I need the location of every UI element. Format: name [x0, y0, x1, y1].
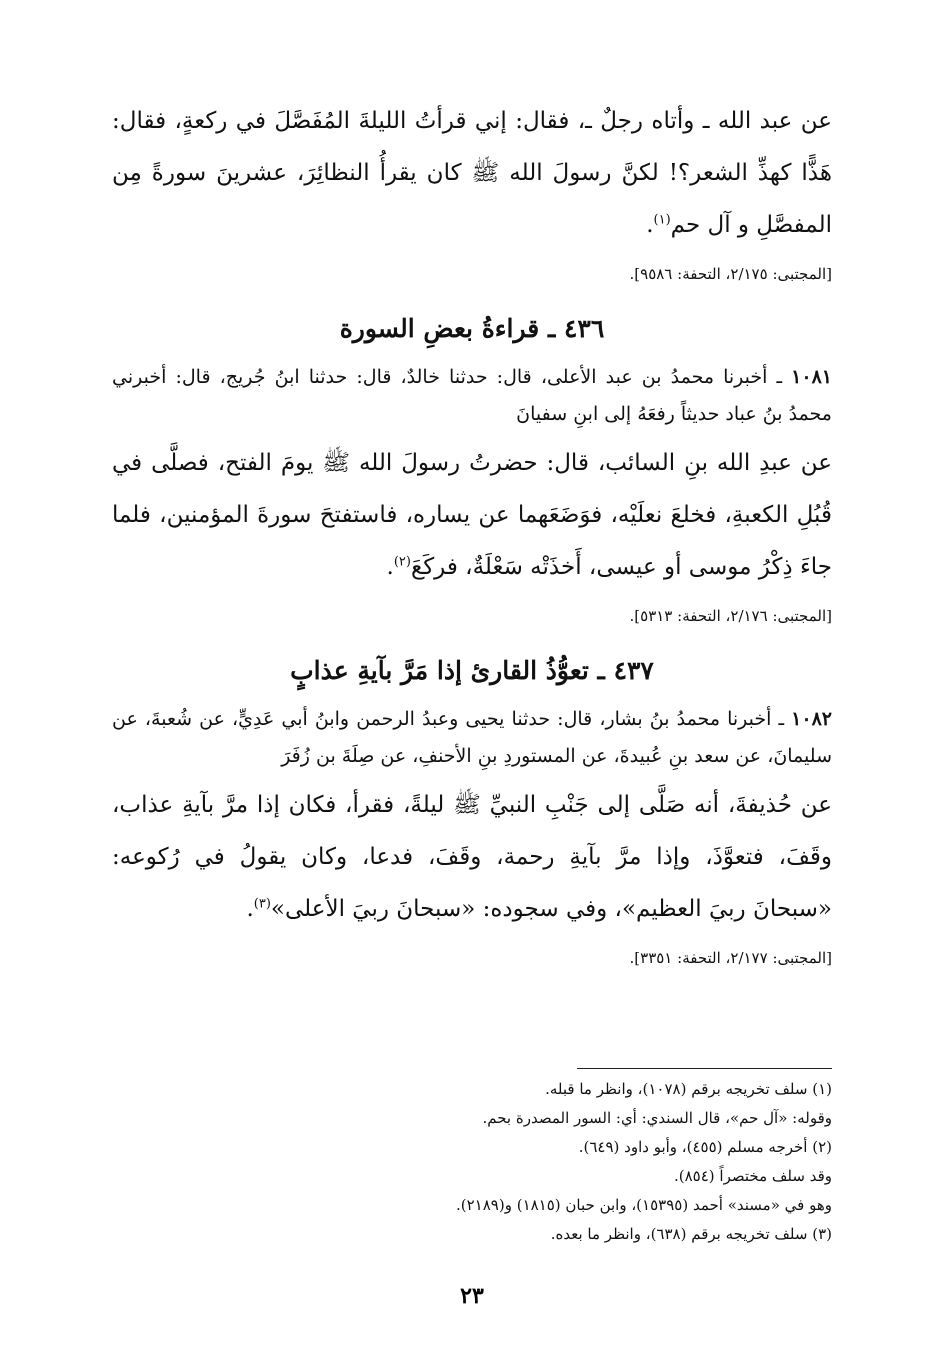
footnote-line: وهو في «مسند» أحمد (١٥٣٩٥)، وابن حبان (١٨١٥) و(٢١٨٩). — [455, 1196, 832, 1214]
reference-line: [المجتبى: ٢/١٧٧، التحفة: ٣٣٥١]. — [629, 949, 832, 967]
hadith-text-end: . — [646, 212, 654, 238]
hadith-text-body: عن عبدِ الله بنِ السائب، قال: حضرتُ رسولَ الله ﷺ يومَ الفتح، فصلَّى في قُبُلِ الكعبةِ، فخلعَ نعلَيْه، فوَضَعَهما عن يساره، فاستفتحَ سورةَ المؤمنين، فلما جاءَ ذِكْرُ موسى أو عيسى، أَخذَتْه سَعْلَةٌ، فركَعَ — [112, 450, 832, 580]
section-heading-437: ٤٣٧ ـ تعوُّذُ القارئ إذا مَرَّ بآيةِ عذابٍ — [290, 656, 654, 685]
hadith-text — [112, 437, 832, 593]
reference-line: [المجتبى: ٢/١٧٥، التحفة: ٩٥٨٦]. — [629, 265, 832, 283]
footnote-line: (١) سلف تخريجه برقم (١٠٧٨)، وانظر ما قبله. — [545, 1080, 832, 1098]
footnote-line: (٣) سلف تخريجه برقم (٦٣٨)، وانظر ما بعده. — [550, 1225, 832, 1243]
isnad-text — [112, 359, 832, 433]
hadith-text — [112, 779, 832, 935]
hadith-text-end: . — [246, 896, 254, 922]
footnotes — [112, 1068, 832, 1249]
isnad-text — [112, 701, 832, 775]
section-heading-436: ٤٣٦ ـ قراءةُ بعضِ السورة — [339, 314, 605, 343]
hadith-text-body: عن حُذيفةَ، أنه صَلَّى إلى جَنْبِ النبيِّ ﷺ ليلةً، فقرأ، فكان إذا مرَّ بآيةِ عذاب، وقَفَ، فتعوَّذَ، وإذا مرَّ بآيةِ رحمة، وقَفَ، فدعا، وكان يقولُ في رُكوعه: «سبحانَ ربيَ العظيم»، وفي سجوده: «سبحانَ ربيَ الأعلى» — [112, 792, 832, 922]
hadith-text-body: عن عبد الله ـ وأتاه رجلٌ ـ، فقال: إني قرأتُ الليلةَ المُفَصَّلَ في ركعةٍ، فقال: هَذًّا كهذِّ الشعر؟! لكنَّ رسولَ الله ﷺ كان يقرأُ النظائِرَ، عشرينَ سورةً مِن المفصَّلِ و آل حم — [112, 108, 832, 238]
hadith-text — [112, 95, 832, 251]
footnote-line: وقد سلف مختصراً (٨٥٤). — [674, 1167, 832, 1185]
footnote-marker: (٣) — [253, 896, 271, 912]
isnad-body: ـ أخبرنا محمدُ بنُ بشار، قال: حدثنا يحيى وعبدُ الرحمن وابنُ أبي عَدِيٍّ، عن شُعبةَ، عن سليمانَ، عن سعد بنِ عُبيدةَ، عن المستوردِ بنِ الأحنفِ، عن صِلَةَ بن زُفَرَ — [112, 708, 832, 767]
reference-line: [المجتبى: ٢/١٧٦، التحفة: ٥٣١٣]. — [629, 607, 832, 625]
footnote-marker: (١) — [653, 212, 671, 228]
hadith-number: ١٠٨٢ — [791, 708, 832, 730]
footnote-divider — [577, 1068, 832, 1069]
page-body — [112, 95, 832, 993]
footnote-marker: (٢) — [393, 554, 411, 570]
footnote-line: وقوله: «آل حم»، قال السندي: أي: السور المصدرة بحم. — [482, 1109, 832, 1127]
hadith-number: ١٠٨١ — [791, 366, 832, 388]
page-number: ٢٣ — [460, 1283, 484, 1309]
hadith-text-end: . — [386, 554, 394, 580]
footnote-line: (٢) أخرجه مسلم (٤٥٥)، وأبو داود (٦٤٩). — [578, 1138, 832, 1156]
isnad-body: ـ أخبرنا محمدُ بن عبد الأعلى، قال: حدثنا خالدٌ، قال: حدثنا ابنُ جُريج، قال: أخبرني محمدُ بنُ عباد حديثاً رفعَهُ إلى ابنِ سفيانَ — [112, 366, 832, 425]
